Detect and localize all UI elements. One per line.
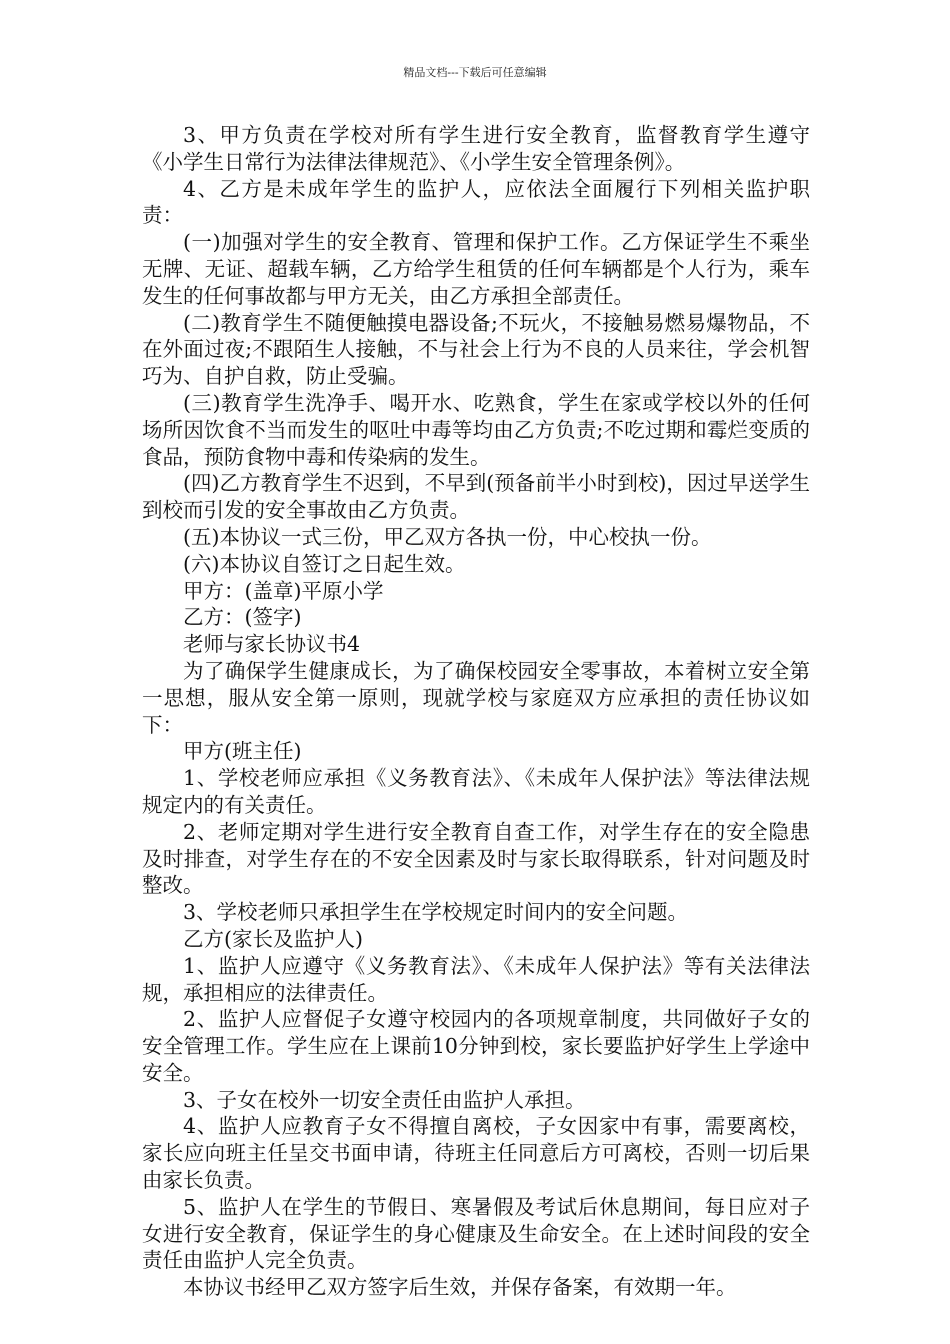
paragraph: 4、乙方是未成年学生的监护人，应依法全面履行下列相关监护职责： xyxy=(142,176,810,228)
paragraph: 本协议书经甲乙双方签字后生效，并保存备案，有效期一年。 xyxy=(183,1275,737,1300)
document-body xyxy=(142,122,810,1301)
signature-party-a: 甲方：(盖章)平原小学 xyxy=(183,578,384,603)
paragraph: 2、老师定期对学生进行安全教育自查工作，对学生存在的安全隐患及时排查，对学生存在的不安全因素及时与家长取得联系，针对问题及时整改。 xyxy=(142,819,810,898)
paragraph: 为了确保学生健康成长，为了确保校园安全零事故，本着树立安全第一思想，服从安全第一原则，现就学校与家庭双方应承担的责任协议如下： xyxy=(142,658,810,737)
paragraph: 3、子女在校外一切安全责任由监护人承担。 xyxy=(183,1087,586,1112)
paragraph: 2、监护人应督促子女遵守校园内的各项规章制度，共同做好子女的安全管理工作。学生应在上课前10分钟到校，家长要监护好学生上学途中安全。 xyxy=(142,1007,810,1085)
paragraph: 1、学校老师应承担《义务教育法》、《未成年人保护法》等法律法规规定内的有关责任。 xyxy=(142,766,810,817)
paragraph: (一)加强对学生的安全教育、管理和保护工作。乙方保证学生不乘坐无牌、无证、超载车辆，乙方给学生租赁的任何车辆都是个人行为，乘车发生的任何事故都与甲方无关，由乙方承担全部责任。 xyxy=(142,230,810,308)
paragraph: (六)本协议自签订之日起生效。 xyxy=(183,551,466,576)
paragraph: (三)教育学生洗净手、喝开水、吃熟食，学生在家或学校以外的任何场所因饮食不当而发生的呕吐中毒等均由乙方负责;不吃过期和霉烂变质的食品，预防食物中毒和传染病的发生。 xyxy=(142,390,810,469)
page-header: 精品文档---下载后可任意编辑 xyxy=(403,66,547,79)
section-title: 老师与家长协议书4 xyxy=(183,632,361,657)
paragraph: (五)本协议一式三份，甲乙双方各执一份，中心校执一份。 xyxy=(183,524,712,549)
paragraph: 3、甲方负责在学校对所有学生进行安全教育，监督教育学生遵守《小学生日常行为法律法律规范》、《小学生安全管理条例》。 xyxy=(142,123,810,174)
paragraph: 3、学校老师只承担学生在学校规定时间内的安全问题。 xyxy=(183,900,689,925)
paragraph: 4、监护人应教育子女不得擅自离校，子女因家中有事，需要离校，家长应向班主任呈交书面申请，待班主任同意后方可离校，否则一切后果由家长负责。 xyxy=(142,1114,810,1193)
party-heading: 乙方(家长及监护人) xyxy=(183,926,363,951)
paragraph: (二)教育学生不随便触摸电器设备;不玩火，不接触易燃易爆物品，不在外面过夜;不跟陌生人接触，不与社会上行为不良的人员来往，学会机智巧为、自护自救，防止受骗。 xyxy=(142,310,810,389)
paragraph: 1、监护人应遵守《义务教育法》、《未成年人保护法》等有关法律法规，承担相应的法律责任。 xyxy=(142,953,810,1005)
party-heading: 甲方(班主任) xyxy=(183,739,302,764)
signature-party-b: 乙方：(签字) xyxy=(183,605,302,630)
paragraph: (四)乙方教育学生不迟到，不早到(预备前半小时到校)，因过早送学生到校而引发的安全事故由乙方负责。 xyxy=(142,471,810,523)
paragraph: 5、监护人在学生的节假日、寒暑假及考试后休息期间，每日应对子女进行安全教育，保证学生的身心健康及生命安全。在上述时间段的安全责任由监护人完全负责。 xyxy=(142,1194,810,1273)
